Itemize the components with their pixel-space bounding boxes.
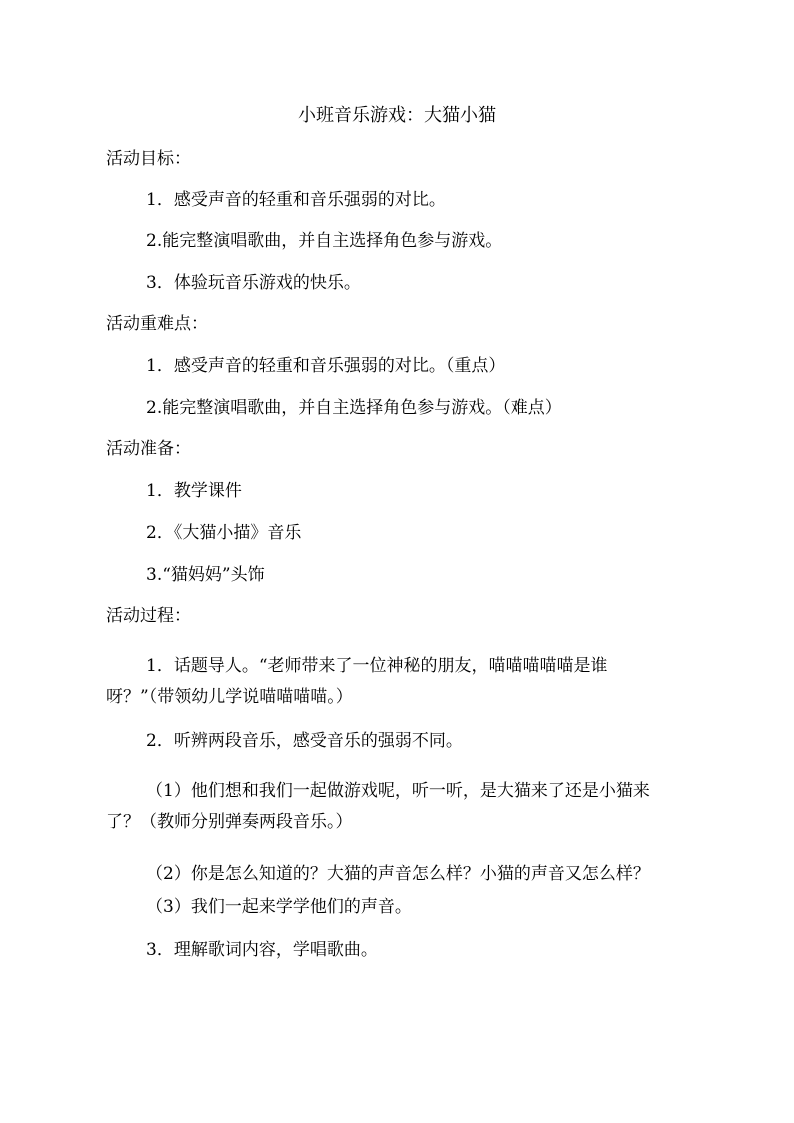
process-sub-1-line-2: 了？（教师分别弹奏两段音乐。） — [106, 812, 353, 832]
preparation-item-2: 2．《大猫小描》音乐 — [146, 523, 302, 543]
goals-heading: 活动目标： — [106, 149, 191, 169]
process-sub-1-line-1: （1）他们想和我们一起做游戏呢，听一听，是大猫来了还是小猫来 — [146, 781, 650, 801]
preparation-heading: 活动准备： — [106, 439, 191, 459]
preparation-item-3: 3.“猫妈妈”头饰 — [146, 565, 265, 585]
goals-item-3: 3．体验玩音乐游戏的快乐。 — [146, 273, 361, 293]
goals-item-2: 2.能完整演唱歌曲，并自主选择角色参与游戏。 — [146, 231, 503, 251]
process-item-1-line-1: 1．话题导人。“老师带来了一位神秘的朋友，喵喵喵喵喵是谁 — [146, 656, 608, 676]
process-item-1-line-2: 呀？”（带领幼儿学说喵喵喵喵。） — [106, 687, 353, 707]
key-points-heading: 活动重难点： — [106, 314, 208, 334]
process-sub-2: （2）你是怎么知道的？大猫的声音怎么样？小猫的声音又怎么样？ — [146, 864, 650, 884]
process-item-3: 3．理解歌词内容，学唱歌曲。 — [146, 940, 378, 960]
page-title: 小班音乐游戏：大猫小猫 — [298, 105, 496, 126]
preparation-item-1: 1．教学课件 — [146, 481, 242, 501]
key-points-item-1: 1．感受声音的轻重和音乐强弱的对比。（重点） — [146, 356, 506, 376]
key-points-item-2: 2.能完整演唱歌曲，并自主选择角色参与游戏。（难点） — [146, 398, 562, 418]
process-heading: 活动过程： — [106, 606, 191, 626]
process-sub-3: （3）我们一起来学学他们的声音。 — [146, 897, 412, 917]
goals-item-1: 1．感受声音的轻重和音乐强弱的对比。 — [146, 190, 446, 210]
process-item-2: 2．听辨两段音乐，感受音乐的强弱不同。 — [146, 731, 463, 751]
